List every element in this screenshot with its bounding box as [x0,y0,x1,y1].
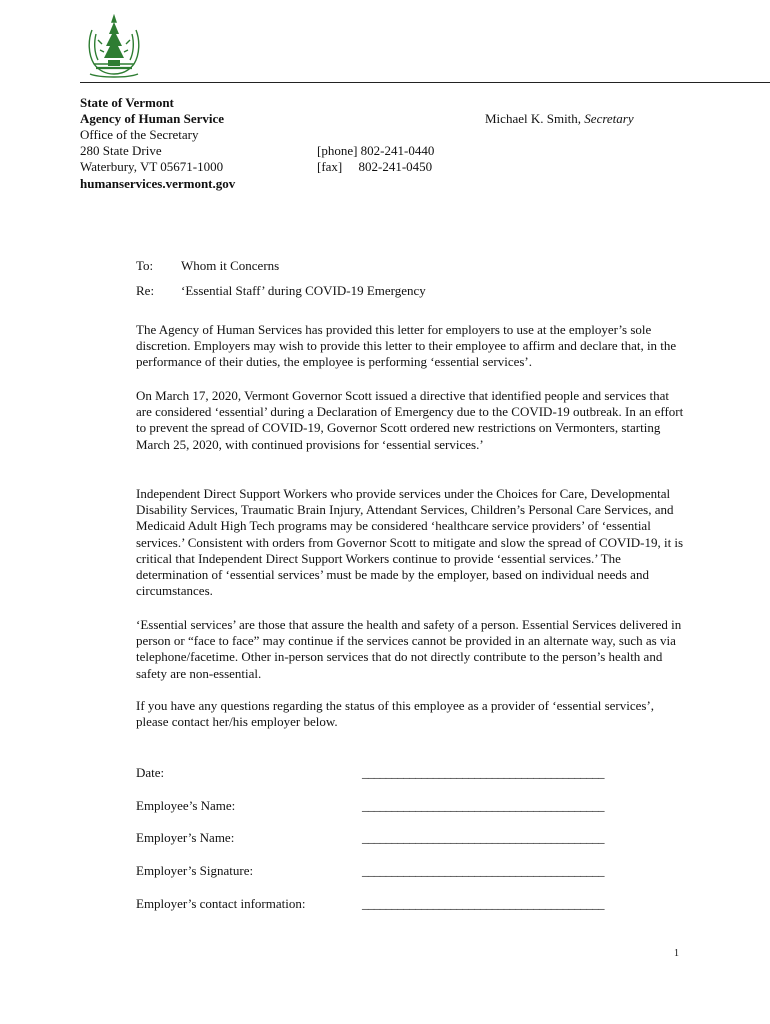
to-label: To: [136,258,154,273]
secretary-title: Secretary [584,111,634,126]
employer-name-label: Employer’s Name: [136,830,235,845]
letterhead-rule [80,82,770,83]
paragraph-support-workers: Independent Direct Support Workers who provide services under the Choices for Care, Developmental Disability Services, Traumatic Brain Injury, Attendant Services, Children’s Personal Care Services, and Medicaid Adult High Tech programs may be considered ‘healthcare service providers’ of ‘essential services.’ Consistent with orders from Governor Scott to mitigate and slow the spread of COVID-19, it is critical that Independent Direct Support Workers continue to provide ‘essential services.’ The determination of ‘essential services’ must be made by the employer, based on individual needs and circumstances. [136,486,684,599]
agency-name: Agency of Human Service [80,111,225,126]
paragraph-definition: ‘Essential services’ are those that assure the health and safety of a person. Essential Services delivered in person or “face to face” may continue if the services cannot be provided in an alternate way, such as via telephone/facetime. Other in-person services that do not directly contribute to the person’s health and safety are non-essential. [136,617,682,681]
page-number: 1 [674,948,679,959]
date-label: Date: [136,765,165,780]
employer-name-blank[interactable]: _________________________________________ [362,830,604,845]
secretary-name: Michael K. Smith, [485,111,585,126]
paragraph-intro: The Agency of Human Services has provided this letter for employers to use at the employer’s sole discretion. Employers may wish to provide this letter to their employee to affirm and declare that, in the performance of their duties, the employee is performing ‘essential services’. [136,322,677,370]
to-value: Whom it Concerns [181,258,280,273]
date-blank[interactable]: _________________________________________ [362,765,604,780]
office-name: Office of the Secretary [80,127,199,142]
re-label: Re: [136,283,155,298]
secretary-line [485,111,634,127]
employer-signature-label: Employer’s Signature: [136,863,254,878]
street-address: 280 State Drive [80,143,162,158]
fax-number: [fax] 802-241-0450 [317,159,433,174]
re-value: ‘Essential Staff’ during COVID-19 Emergency [181,283,426,298]
employee-name-label: Employee’s Name: [136,798,236,813]
city-address: Waterbury, VT 05671-1000 [80,159,224,174]
phone-number: [phone] 802-241-0440 [317,143,435,158]
state-name: State of Vermont [80,95,174,110]
employer-contact-blank[interactable]: _________________________________________ [362,896,604,911]
agency-website: humanservices.vermont.gov [80,176,236,191]
employee-name-blank[interactable]: _________________________________________ [362,798,604,813]
employer-signature-blank[interactable]: _________________________________________ [362,863,604,878]
paragraph-directive: On March 17, 2020, Vermont Governor Scott issued a directive that identified people and services that are considered ‘essential’ during a Declaration of Emergency due to the COVID-19 outbreak. In an effort to prevent the spread of COVID-19, Governor Scott ordered new restrictions on Vermonters, starting March 25, 2020, with continued provisions for ‘essential services.’ [136,388,684,452]
paragraph-contact: If you have any questions regarding the status of this employee as a provider of ‘essential services’, please contact her/his employer below. [136,698,655,730]
employer-contact-label: Employer’s contact information: [136,896,306,911]
vermont-seal-icon [86,14,142,78]
